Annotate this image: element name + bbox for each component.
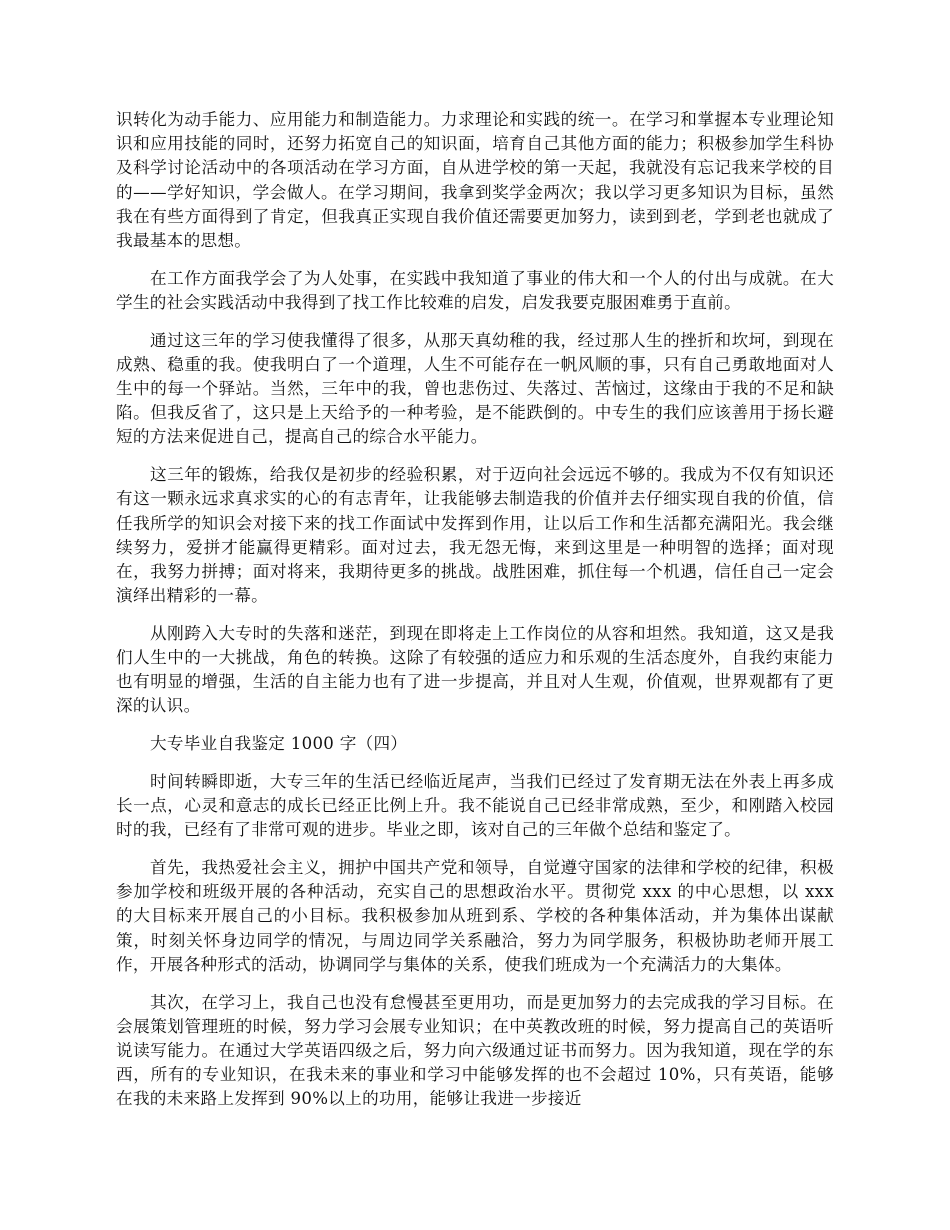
paragraph-transition: 从刚跨入大专时的失落和迷茫，到现在即将走上工作岗位的从容和坦然。我知道，这又是我们人生中的一大挑战，角色的转换。这除了有较强的适应力和乐观的生活态度外，自我约束能力也有明显的增强，生活的自主能力也有了进一步提高，并且对人生观，价值观，世界观都有了更深的认识。	[116, 623, 834, 716]
paragraph-continuation: 识转化为动手能力、应用能力和制造能力。力求理论和实践的统一。在学习和掌握本专业理论知识和应用技能的同时，还努力拓宽自己的知识面，培育自己其他方面的能力；积极参加学生科协及科学讨论活动中的各项活动在学习方面，自从进学校的第一天起，我就没有忘记我来学校的目的——学好知识，学会做人。在学习期间，我拿到奖学金两次；我以学习更多知识为目标，虽然我在有些方面得到了肯定，但我真正实现自我价值还需要更加努力，读到到老，学到老也就成了我最基本的思想。	[116, 110, 834, 251]
document-page	[116, 108, 834, 1125]
paragraph-intro: 时间转瞬即逝，大专三年的生活已经临近尾声，当我们已经过了发育期无法在外表上再多成长一点，心灵和意志的成长已经正比例上升。我不能说自己已经非常成熟，至少，和刚踏入校园时的我，已经有了非常可观的进步。毕业之即，该对自己的三年做个总结和鉴定了。	[116, 771, 834, 840]
section-heading: 大专毕业自我鉴定 1000 字（四）	[150, 734, 408, 754]
paragraph-politics: 首先，我热爱社会主义，拥护中国共产党和领导，自觉遵守国家的法律和学校的纪律，积极参加学校和班级开展的各种活动，充实自己的思想政治水平。贯彻党 xxx 的中心思想，以 xxx 的大目标来开展自己的小目标。我积极参加从班到系、学校的各种集体活动，并为集体出谋献策，时刻关怀身边同学的情况，与周边同学关系融洽，努力为同学服务，积极协助老师开展工作，开展各种形式的活动，协调同学与集体的关系，使我们班成为一个充满活力的大集体。	[116, 857, 834, 974]
paragraph-training: 这三年的锻炼，给我仅是初步的经验积累，对于迈向社会远远不够的。我成为不仅有知识还有这一颗永远求真求实的心的有志青年，让我能够去制造我的价值并去仔细实现自我的价值，信任我所学的知识会对接下来的找工作面试中发挥到作用，让以后工作和生活都充满阳光。我会继续努力，爱拼才能赢得更精彩。面对过去，我无怨无悔，来到这里是一种明智的选择；面对现在，我努力拼搏；面对将来，我期待更多的挑战。战胜困难，抓住每一个机遇，信任自己一定会演绎出精彩的一幕。	[116, 465, 834, 606]
paragraph-work: 在工作方面我学会了为人处事，在实践中我知道了事业的伟大和一个人的付出与成就。在大学生的社会实践活动中我得到了找工作比较难的启发，启发我要克服困难勇于直前。	[116, 268, 834, 312]
paragraph-growth: 通过这三年的学习使我懂得了很多，从那天真幼稚的我，经过那人生的挫折和坎坷，到现在成熟、稳重的我。使我明白了一个道理，人生不可能存在一帆风顺的事，只有自己勇敢地面对人生中的每一个驿站。当然，三年中的我，曾也悲伤过、失落过、苦恼过，这缘由于我的不足和缺陷。但我反省了，这只是上天给予的一种考验，是不能跌倒的。中专生的我们应该善用于扬长避短的方法来促进自己，提高自己的综合水平能力。	[116, 330, 834, 447]
paragraph-study: 其次，在学习上，我自己也没有怠慢甚至更用功，而是更加努力的去完成我的学习目标。在会展策划管理班的时候，努力学习会展专业知识；在中英教改班的时候，努力提高自己的英语听说读写能力。在通过大学英语四级之后，努力向六级通过证书而努力。因为我知道，现在学的东西，所有的专业知识，在我未来的事业和学习中能够发挥的也不会超过 10%，只有英语，能够在我的未来路上发挥到 90%以上的功用，能够让我进一步接近	[116, 992, 834, 1109]
